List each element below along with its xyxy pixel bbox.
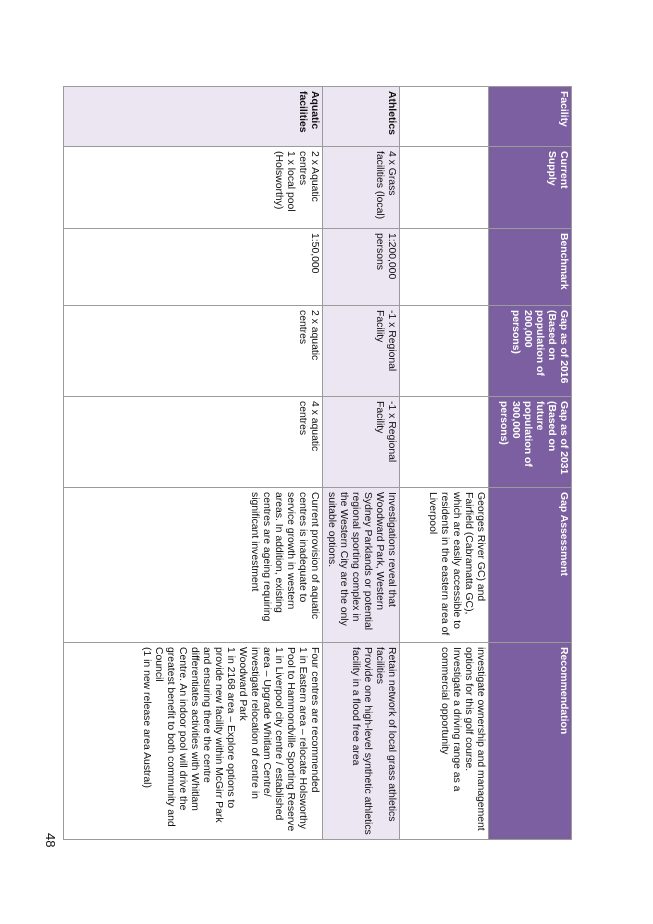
- cell-current-supply: 2 x Aquatic centres 1 x local pool (Holsworthy): [64, 147, 323, 229]
- cell-benchmark: [400, 229, 489, 306]
- cell-benchmark: 1:200,000 persons: [323, 229, 400, 306]
- header-current-supply: Current Supply: [489, 147, 572, 229]
- cell-recommendation: investigate ownership and management options for this golf course. Investigate a driving range as a commercial opportunity: [400, 643, 489, 840]
- header-gap-2016: Gap as of 2016 (Based on population of 200,000 persons): [489, 306, 572, 397]
- cell-gap-assessment: Investigations reveal that Woodward Park, Western Sydney Parklands or potential regional sporting complex in the Western City are the only suitable options.: [323, 488, 400, 643]
- cell-facility: Athletics: [323, 87, 400, 147]
- header-recommendation: Recommendation: [489, 643, 572, 840]
- cell-gap-2016: -1 x Regional Facility: [323, 306, 400, 397]
- cell-benchmark: 1:50,000: [64, 229, 323, 306]
- header-benchmark: Benchmark: [489, 229, 572, 306]
- cell-gap-2031: -1 x Regional Facility: [323, 397, 400, 488]
- cell-current-supply: 4 x Grass facilities (local): [323, 147, 400, 229]
- table-row-aquatic: [64, 87, 323, 840]
- cell-current-supply: [400, 147, 489, 229]
- facility-gap-table: [63, 86, 572, 840]
- cell-gap-assessment: Georges River GC) and Fairfield (Cabramatta GC), which are easily accessible to residents in the eastern area of Liverpool: [400, 488, 489, 643]
- header-gap-2031: Gap as of 2031 (Based on future population of 300,000 persons): [489, 397, 572, 488]
- cell-facility: Aquatic facilities: [64, 87, 323, 147]
- cell-recommendation: Four centres are recommended 1 in Eastern area – relocate Holsworthy Pool to Hammondville Sporting Reserve 1 in Liverpool city centre / established area – Upgrade Whitlam Centre/ investigate relocation of centre in Woodward Park 1 in 2168 area – Explore options to provide new facility within McGirr Park and ensuring there the centre differentiates activities with Whitlam Centre. An indoor pool will drive the greatest benefit to both community and Council (1 in new release area Austral): [64, 643, 323, 840]
- header-facility: Facility: [489, 87, 572, 147]
- cell-gap-assessment: Current provision of aquatic centres is inadequate to service growth in western areas. In addition, existing centres are ageing requiring significant investment: [64, 488, 323, 643]
- table-row-athletics: [323, 87, 400, 840]
- cell-gap-2016: 2 x aquatic centres: [64, 306, 323, 397]
- cell-facility: [400, 87, 489, 147]
- cell-gap-2031: 4 x aquatic centres: [64, 397, 323, 488]
- table-row-golf-continued: [400, 87, 489, 840]
- cell-gap-2016: [400, 306, 489, 397]
- page-number: 48: [43, 833, 58, 848]
- table-header-row: [489, 87, 572, 840]
- header-gap-assessment: Gap Assessment: [489, 488, 572, 643]
- cell-gap-2031: [400, 397, 489, 488]
- cell-recommendation: Retain network of local grass athletics facilities Provide one high-level synthetic athletics facility in a flood free area: [323, 643, 400, 840]
